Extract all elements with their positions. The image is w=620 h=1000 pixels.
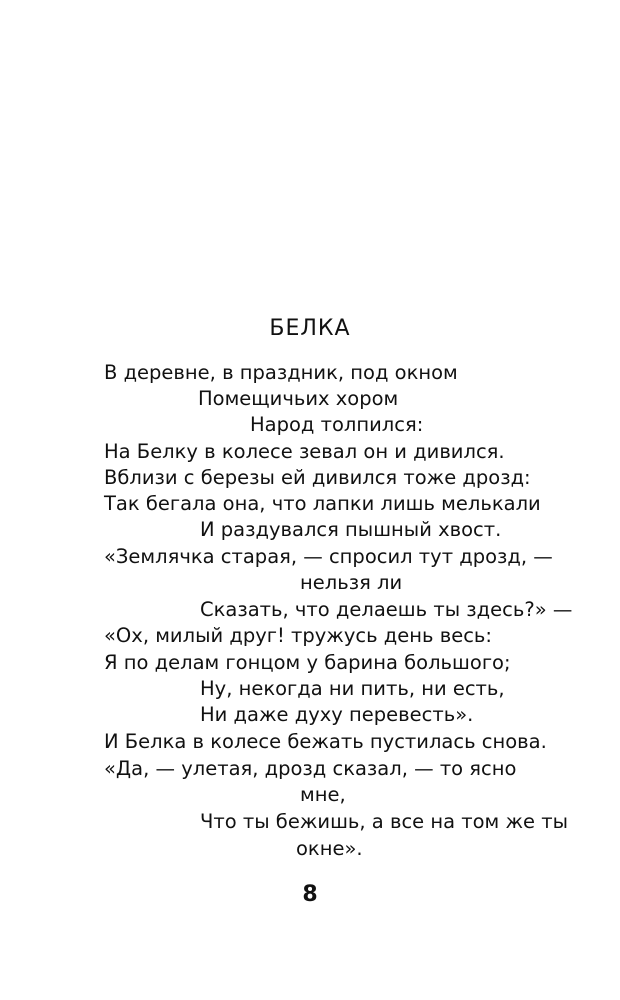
poem-line: Помещичьих хором (198, 387, 399, 410)
page-number: 8 (302, 882, 318, 907)
poem-line: Сказать, что делаешь ты здесь?» — (200, 598, 573, 621)
poem-line: И раздувался пышный хвост. (200, 518, 502, 541)
poem-line: На Белку в колесе зевал он и дивился. (104, 440, 505, 463)
poem-line: Ну, некогда ни пить, ни есть, (200, 677, 505, 700)
poem-line: Народ толпился: (250, 413, 424, 436)
poem-line: И Белка в колесе бежать пустилась снова. (104, 730, 547, 753)
poem-line: «Землячка старая, — спросил тут дрозд, — (104, 545, 553, 568)
poem-line: окне». (296, 837, 363, 860)
poem-title: БЕЛКА (269, 316, 351, 341)
poem-line: «Да, — улетая, дрозд сказал, — то ясно (104, 757, 517, 780)
poem-line: В деревне, в праздник, под окном (104, 361, 458, 384)
poem-line: «Ох, милый друг! тружусь день весь: (104, 624, 492, 647)
poem-line: Что ты бежишь, а все на том же ты (200, 810, 568, 833)
poem-line: Так бегала она, что лапки лишь мелькали (104, 492, 541, 515)
poem-line: нельзя ли (300, 571, 403, 594)
poem-line: Я по делам гонцом у барина большого; (104, 651, 511, 674)
poem-line: мне, (300, 783, 346, 806)
poem-line: Вблизи с березы ей дивился тоже дрозд: (104, 466, 531, 489)
poem-line: Ни даже духу перевесть». (200, 703, 474, 726)
